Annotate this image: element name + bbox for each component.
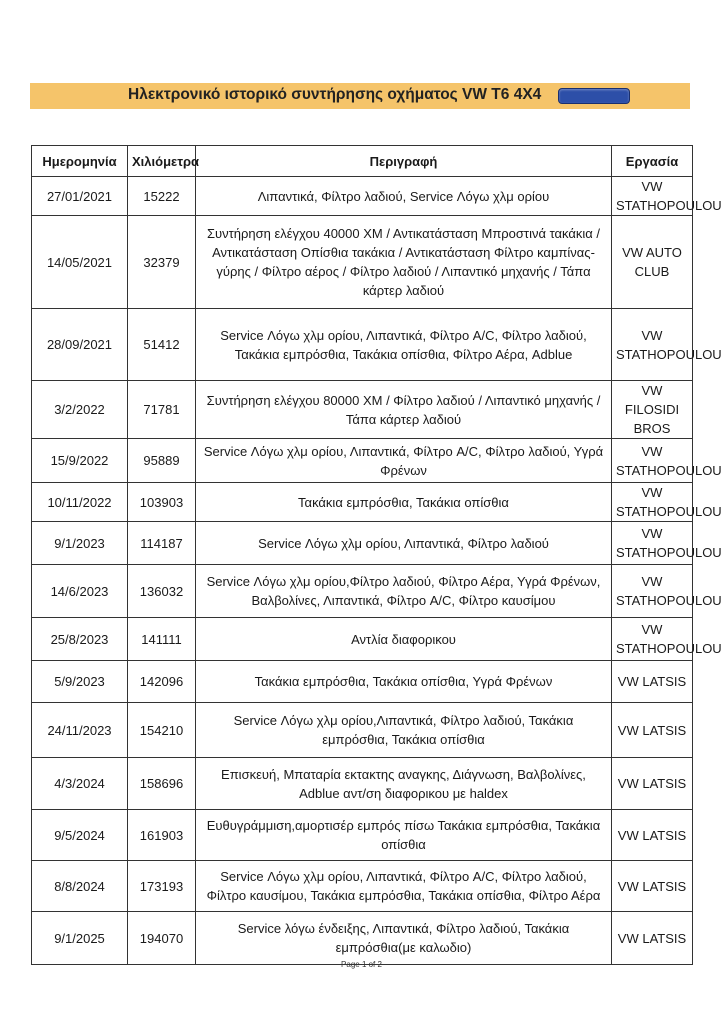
cell-date: 5/9/2023 <box>32 661 128 703</box>
table-row <box>32 661 693 703</box>
cell-km: 194070 <box>128 912 196 965</box>
cell-description: Συντήρηση ελέγχου 80000 ΧΜ / Φίλτρο λαδιού / Λιπαντικό μηχανής / Τάπα κάρτερ λαδιού <box>196 381 612 439</box>
cell-date: 27/01/2021 <box>32 177 128 216</box>
cell-km: 15222 <box>128 177 196 216</box>
cell-km: 32379 <box>128 216 196 309</box>
table-row <box>32 758 693 810</box>
cell-workshop: VW FILOSIDI BROS <box>612 381 693 439</box>
page-number: Page 1 of 2 <box>341 960 382 969</box>
redacted-plate-mark <box>558 88 630 104</box>
cell-km: 154210 <box>128 703 196 758</box>
cell-workshop: VW STATHOPOULOU <box>612 522 693 565</box>
table-header-row <box>32 146 693 177</box>
cell-description: Service Λόγω χλμ ορίου, Λιπαντικά, Φίλτρο A/C, Φίλτρο λαδιού, Υγρά Φρένων <box>196 439 612 483</box>
cell-workshop: VW LATSIS <box>612 661 693 703</box>
cell-workshop: VW STATHOPOULOU <box>612 618 693 661</box>
cell-description: Service Λόγω χλμ ορίου, Λιπαντικά, Φίλτρο A/C, Φίλτρο λαδιού, Τακάκια εμπρόσθια, Τακάκια οπίσθια, Φίλτρο Αέρα, Adblue <box>196 309 612 381</box>
cell-date: 25/8/2023 <box>32 618 128 661</box>
cell-km: 158696 <box>128 758 196 810</box>
table-row <box>32 522 693 565</box>
table-row <box>32 703 693 758</box>
cell-workshop: VW STATHOPOULOU <box>612 565 693 618</box>
cell-workshop: VW STATHOPOULOU <box>612 177 693 216</box>
cell-date: 15/9/2022 <box>32 439 128 483</box>
cell-workshop: VW LATSIS <box>612 703 693 758</box>
table-row <box>32 439 693 483</box>
cell-workshop: VW STATHOPOULOU <box>612 483 693 522</box>
cell-km: 161903 <box>128 810 196 861</box>
table-row <box>32 861 693 912</box>
table-row <box>32 618 693 661</box>
table-row <box>32 565 693 618</box>
cell-date: 9/5/2024 <box>32 810 128 861</box>
cell-date: 9/1/2023 <box>32 522 128 565</box>
cell-description: Λιπαντικά, Φίλτρο λαδιού, Service Λόγω χλμ ορίου <box>196 177 612 216</box>
table-row <box>32 177 693 216</box>
cell-date: 24/11/2023 <box>32 703 128 758</box>
table-row <box>32 216 693 309</box>
cell-km: 103903 <box>128 483 196 522</box>
table-row <box>32 483 693 522</box>
cell-km: 136032 <box>128 565 196 618</box>
table-row <box>32 912 693 965</box>
cell-workshop: VW LATSIS <box>612 810 693 861</box>
cell-workshop: VW LATSIS <box>612 912 693 965</box>
cell-description: Αντλία διαφορικου <box>196 618 612 661</box>
column-header-workshop: Εργασία <box>612 146 693 177</box>
cell-description: Service Λόγω χλμ ορίου, Λιπαντικά, Φίλτρο A/C, Φίλτρο λαδιού, Φίλτρο καυσίμου, Τακάκια εμπρόσθια, Τακάκια οπίσθια, Φίλτρο Αέρα <box>196 861 612 912</box>
cell-description: Συντήρηση ελέγχου 40000 ΧΜ / Αντικατάσταση Μπροστινά τακάκια / Αντικατάσταση Οπίσθια τακάκια / Αντικατάσταση Φίλτρο καμπίνας-γύρης / Φίλτρο αέρος / Φίλτρο λαδιού / Λιπαντικό μηχανής / Τάπα κάρτερ λαδιού <box>196 216 612 309</box>
document-title: Ηλεκτρονικό ιστορικό συντήρησης οχήματος VW T6 4X4 <box>128 86 542 103</box>
column-header-description: Περιγραφή <box>196 146 612 177</box>
table-row <box>32 381 693 439</box>
cell-km: 51412 <box>128 309 196 381</box>
cell-workshop: VW LATSIS <box>612 758 693 810</box>
cell-workshop: VW LATSIS <box>612 861 693 912</box>
cell-km: 173193 <box>128 861 196 912</box>
cell-workshop: VW STATHOPOULOU <box>612 309 693 381</box>
maintenance-table <box>31 145 722 965</box>
cell-date: 10/11/2022 <box>32 483 128 522</box>
cell-description: Τακάκια εμπρόσθια, Τακάκια οπίσθια <box>196 483 612 522</box>
cell-date: 4/3/2024 <box>32 758 128 810</box>
cell-km: 95889 <box>128 439 196 483</box>
cell-km: 71781 <box>128 381 196 439</box>
cell-description: Τακάκια εμπρόσθια, Τακάκια οπίσθια, Υγρά Φρένων <box>196 661 612 703</box>
cell-workshop: VW AUTO CLUB <box>612 216 693 309</box>
cell-description: Service λόγω ένδειξης, Λιπαντικά, Φίλτρο λαδιού, Τακάκια εμπρόσθια(με καλωδιο) <box>196 912 612 965</box>
cell-description: Ευθυγράμμιση,αμορτισέρ εμπρός πίσω Τακάκια εμπρόσθια, Τακάκια οπίσθια <box>196 810 612 861</box>
table-row <box>32 810 693 861</box>
table-row <box>32 309 693 381</box>
cell-km: 114187 <box>128 522 196 565</box>
cell-description: Service Λόγω χλμ ορίου,Λιπαντικά, Φίλτρο λαδιού, Τακάκια εμπρόσθια, Τακάκια οπίσθια <box>196 703 612 758</box>
cell-workshop: VW STATHOPOULOU <box>612 439 693 483</box>
cell-date: 8/8/2024 <box>32 861 128 912</box>
column-header-km: Χιλιόμετρα <box>128 146 196 177</box>
cell-km: 142096 <box>128 661 196 703</box>
cell-date: 3/2/2022 <box>32 381 128 439</box>
cell-km: 141111 <box>128 618 196 661</box>
cell-description: Service Λόγω χλμ ορίου,Φίλτρο λαδιού, Φίλτρο Αέρα, Υγρά Φρένων, Βαλβολίνες, Λιπαντικά, Φίλτρο A/C, Φίλτρο καυσίμου <box>196 565 612 618</box>
cell-date: 28/09/2021 <box>32 309 128 381</box>
cell-description: Service Λόγω χλμ ορίου, Λιπαντικά, Φίλτρο λαδιού <box>196 522 612 565</box>
cell-date: 14/05/2021 <box>32 216 128 309</box>
column-header-date: Ημερομηνία <box>32 146 128 177</box>
cell-description: Επισκευή, Μπαταρία εκτακτης αναγκης, Διάγνωση, Βαλβολίνες, Adblue αντ/ση διαφορικου με haldex <box>196 758 612 810</box>
cell-date: 9/1/2025 <box>32 912 128 965</box>
cell-date: 14/6/2023 <box>32 565 128 618</box>
title-banner <box>30 83 690 109</box>
